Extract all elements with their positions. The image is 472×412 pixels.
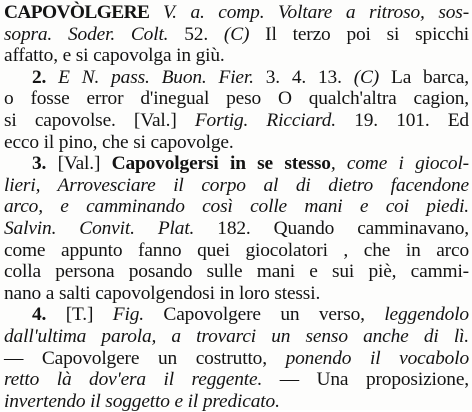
entry-text: nano a salti capovolgendosi in loro stessi.: [4, 282, 321, 304]
entry-text: Capovolgere un verso,: [143, 304, 385, 326]
entry-text: 182. Quando camminavano,: [194, 217, 470, 239]
entry-line: [4, 132, 469, 154]
entry-bold-text: 3.: [32, 153, 58, 175]
entry-line: [4, 391, 469, 412]
entry-line: [4, 326, 469, 348]
entry-text: come appunto fanno quei giocolatori , che in arco: [4, 239, 469, 261]
entry-line: [4, 261, 469, 283]
entry-italic-text: sopra. Soder. Colt.: [4, 23, 169, 45]
entry-italic-text: ponendo il vocabolo: [285, 347, 469, 369]
entry-bold-text: 2.: [32, 66, 59, 88]
entry-line: [4, 175, 469, 197]
entry-line: [4, 304, 469, 326]
entry-text: — Una proposizione,: [262, 369, 470, 391]
entry-text: ecco il pino, che si capovolge.: [4, 131, 234, 153]
entry-text: 19. 101. Ed: [335, 109, 469, 131]
entry-line: [4, 110, 469, 132]
entry-text: 3. 4. 13.: [253, 66, 354, 88]
entry-line: [4, 67, 469, 89]
entry-line: [4, 88, 469, 110]
entry-italic-text: , come i giocol-: [330, 153, 469, 175]
entry-line: [4, 240, 469, 262]
entry-text: o fosse error d'inegual peso O qualch'altra cagion,: [4, 88, 469, 110]
entry-bold-text: 4.: [32, 304, 66, 326]
headword: CAPOVÒLGERE: [4, 2, 150, 23]
entry-line: [4, 348, 469, 370]
entry-text: [T.]: [65, 304, 113, 326]
entry-italic-text: leggendolo: [384, 304, 469, 326]
entry-italic-text: arco, e camminando così colle mani e coi piedi.: [4, 196, 469, 218]
entry-italic-text: E N. pass. Buon. Fier.: [58, 66, 254, 88]
entry-text: [149, 2, 163, 23]
entry-text: si capovolse. [Val.]: [4, 109, 195, 131]
entry-text: colla persona posando sulle mani e sui piè, cammi-: [4, 261, 469, 283]
entry-italic-text: (C): [353, 66, 380, 88]
entry-italic-text: (C): [223, 23, 250, 45]
entry-text: — Capovolgere un costrutto,: [4, 347, 286, 369]
entry-italic-text: V. a. comp. Voltare a ritroso, sos-: [162, 2, 469, 23]
entry-line: [4, 196, 469, 218]
entry-line: [4, 283, 469, 305]
entry-italic-text: dall'ultima parola, a trovarci un senso anche di lì.: [4, 325, 469, 347]
entry-line: [4, 24, 469, 46]
entry-italic-text: retto là dov'era il reggente.: [4, 369, 263, 391]
entry-italic-text: invertendo il soggetto e il predicato.: [4, 390, 280, 412]
entry-italic-text: Fig.: [112, 304, 144, 326]
entry-text: La barca,: [379, 66, 469, 88]
entry-text: 52.: [168, 23, 224, 45]
entry-line: [4, 218, 469, 240]
entry-bold-text: Capovolgersi in se stesso: [111, 153, 331, 175]
entry-italic-text: lieri, Arrovesciare il corpo al di dietro facendone: [4, 174, 469, 196]
entry-text: affatto, e si capovolga in giù.: [4, 45, 225, 67]
entry-line: [4, 45, 469, 67]
entry-text: [Val.]: [57, 153, 112, 175]
entry-line: [4, 2, 469, 24]
entry-italic-text: Fortig. Ricciard.: [194, 109, 336, 131]
entry-italic-text: Salvin. Convit. Plat.: [4, 217, 195, 239]
entry-line: [4, 153, 469, 175]
entry-line: [4, 369, 469, 391]
entry-text: Il terzo poi si spicchi: [249, 23, 470, 45]
